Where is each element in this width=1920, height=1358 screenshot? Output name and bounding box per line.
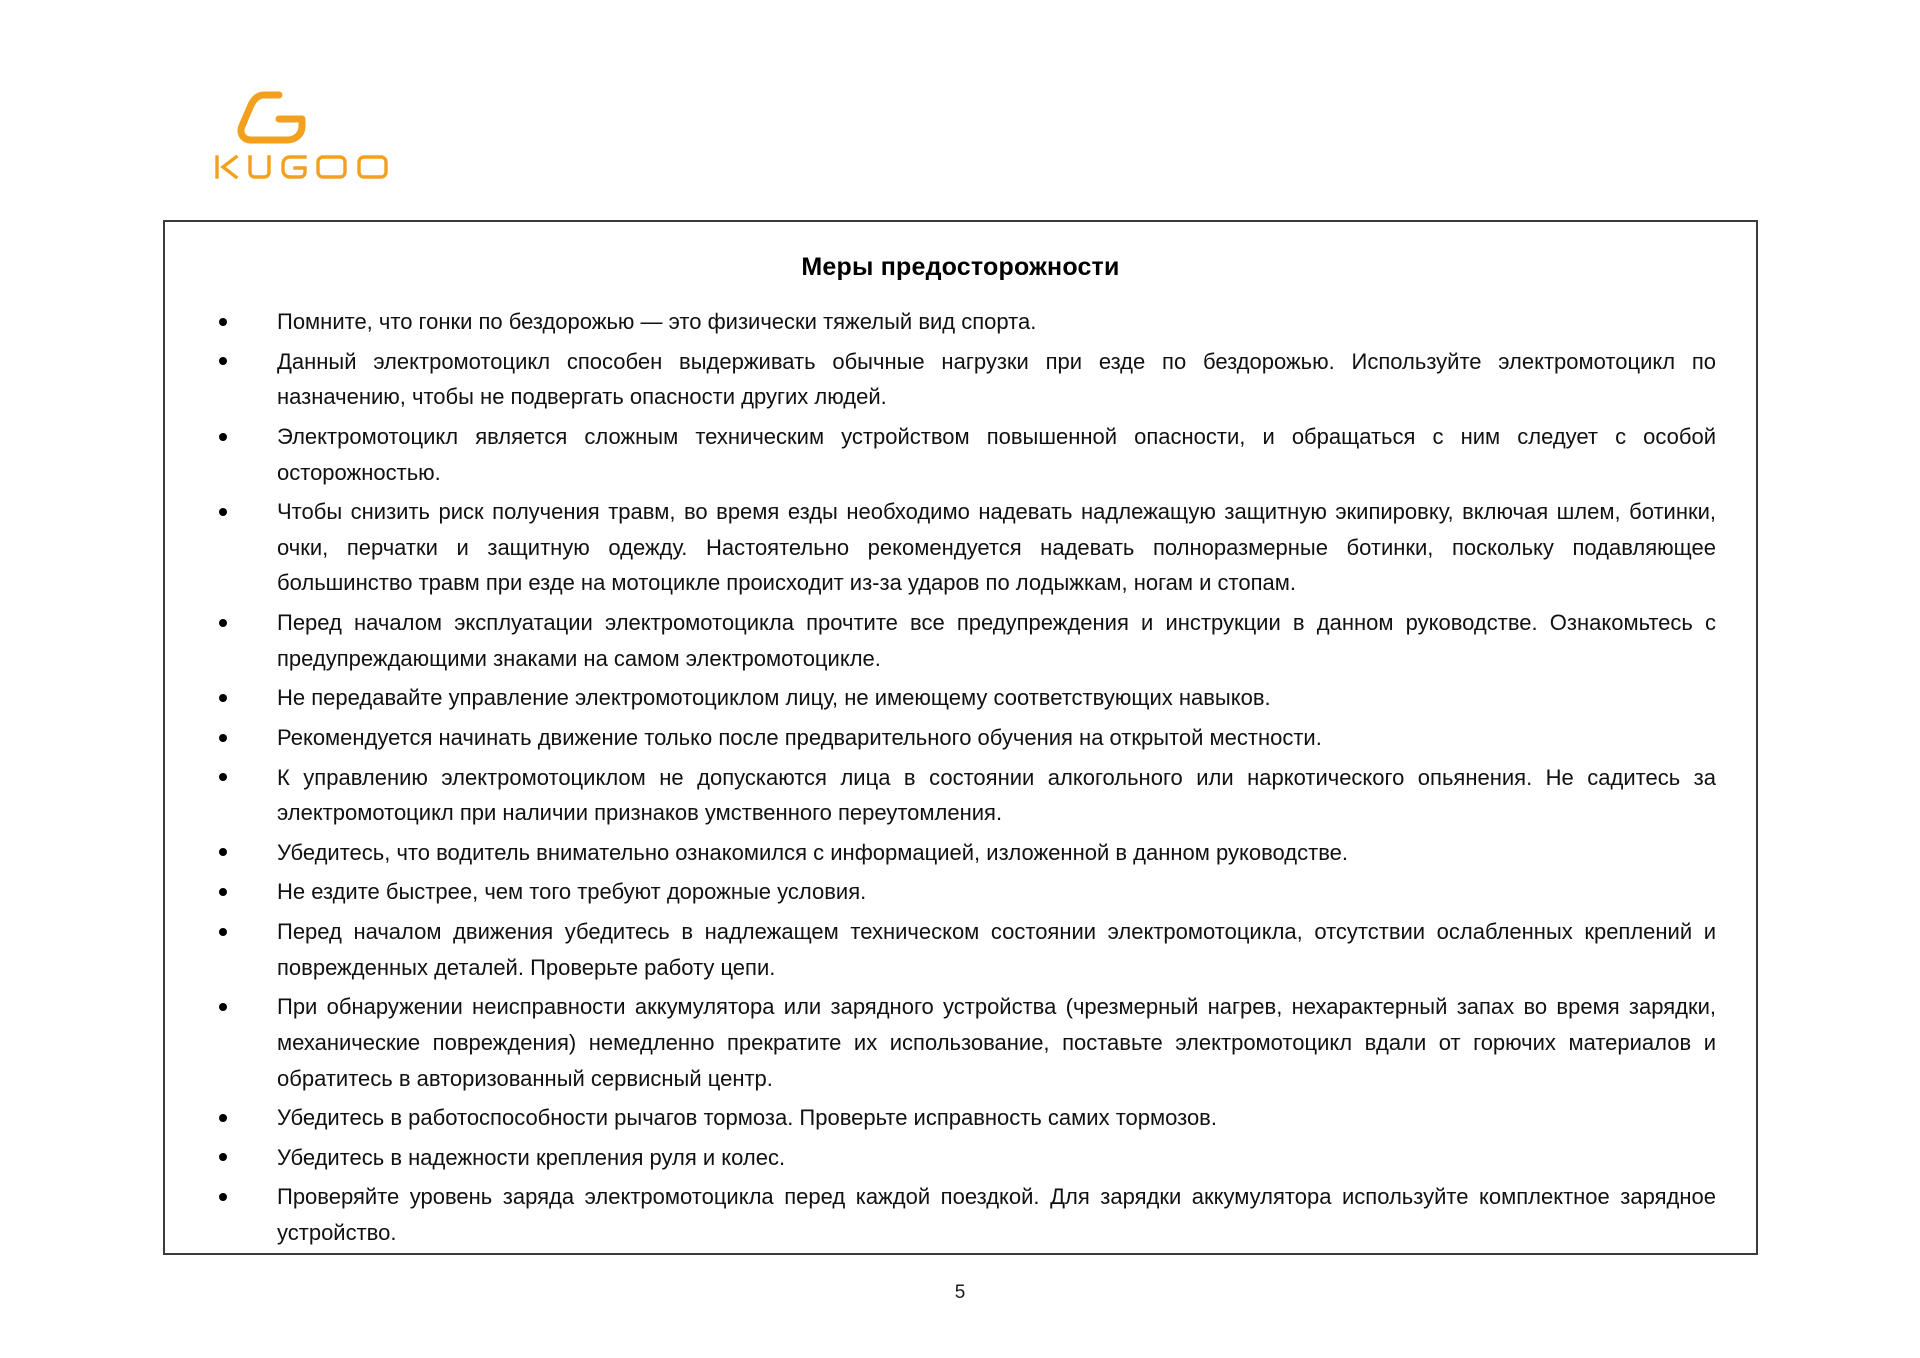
list-item xyxy=(207,1140,1716,1176)
bullet-dot-icon xyxy=(219,694,227,702)
list-item-text: Перед началом движения убедитесь в надлежащем техническом состоянии электромотоцикла, отсутствии ослабленных креплений и поврежденных деталей. Проверьте работу цепи. xyxy=(277,919,1716,980)
list-item-text: К управлению электромотоциклом не допускаются лица в состоянии алкогольного или наркотического опьянения. Не садитесь за электромотоцикл при наличии признаков умственного переутомления. xyxy=(277,764,1716,826)
bullet-dot-icon xyxy=(219,508,227,516)
list-item-text: Не передавайте управление электромотоциклом лицу, не имеющему соответствующих навыков. xyxy=(277,685,1271,711)
list-item-text: Проверяйте уровень заряда электромотоцикла перед каждой поездкой. Для зарядки аккумулятора используйте комплектное зарядное устройство. xyxy=(277,1184,1716,1245)
list-item xyxy=(207,1100,1716,1136)
brand-logo xyxy=(212,88,472,182)
bullet-dot-icon xyxy=(219,773,227,781)
bullet-dot-icon xyxy=(219,1153,227,1161)
bullet-dot-icon xyxy=(219,734,227,742)
list-item-text: Перед началом эксплуатации электромотоцикла прочтите все предупреждения и инструкции в данном руководстве. Ознакомьтесь с предупреждающими знаками на самом электромотоцикле. xyxy=(277,610,1716,671)
bullet-dot-icon xyxy=(219,1193,227,1201)
bullet-dot-icon xyxy=(219,619,227,627)
list-item xyxy=(207,494,1716,601)
list-item xyxy=(207,720,1716,756)
page-title: Меры предосторожности xyxy=(801,253,1120,281)
list-item xyxy=(207,1179,1716,1250)
list-item xyxy=(207,680,1716,716)
list-item-text: Не ездите быстрее, чем того требуют дорожные условия. xyxy=(277,879,867,905)
bullet-dot-icon xyxy=(219,1003,227,1011)
list-item-text: Чтобы снизить риск получения травм, во время езды необходимо надевать надлежащую защитную экипировку, включая шлем, ботинки, очки, перчатки и защитную одежду. Настоятельно рекомендуется надевать полноразмерные ботинки, поскольку подавляющее большинство травм при езде на мотоцикле происходит из-за ударов по лодыжкам, ногам и стопам. xyxy=(277,499,1716,596)
list-item xyxy=(207,835,1716,871)
list-item xyxy=(207,419,1716,490)
list-item-text: Рекомендуется начинать движение только после предварительного обучения на открытой местности. xyxy=(277,724,1322,750)
list-item xyxy=(207,304,1716,340)
list-item-text: Электромотоцикл является сложным техническим устройством повышенной опасности, и обращаться с ним следует с особой осторожностью. xyxy=(277,423,1716,485)
kugoo-wordmark-icon xyxy=(212,152,397,182)
list-item xyxy=(207,914,1716,985)
precautions-box xyxy=(163,220,1758,1255)
bullet-dot-icon xyxy=(219,433,227,441)
list-item-text: Помните, что гонки по бездорожью — это физически тяжелый вид спорта. xyxy=(277,309,1037,334)
bullet-dot-icon xyxy=(219,848,227,856)
list-item xyxy=(207,874,1716,910)
list-item xyxy=(207,344,1716,415)
list-item-text: При обнаружении неисправности аккумулятора или зарядного устройства (чрезмерный нагрев, нехарактерный запах во время зарядки, механические повреждения) немедленно прекратите их использование, поставьте электромотоцикл вдали от горючих материалов и обратитесь в авторизованный сервисный центр. xyxy=(277,994,1716,1091)
bullet-dot-icon xyxy=(219,888,227,896)
list-item-text: Данный электромотоцикл способен выдерживать обычные нагрузки при езде по бездорожью. Используйте электромотоцикл по назначению, чтобы не подвергать опасности других людей. xyxy=(277,348,1716,410)
precautions-list xyxy=(165,304,1756,1251)
list-item xyxy=(207,605,1716,676)
bullet-dot-icon xyxy=(219,928,227,936)
page-number: 5 xyxy=(954,1282,966,1303)
list-item-text: Убедитесь в работоспособности рычагов тормоза. Проверьте исправность самих тормозов. xyxy=(277,1105,1217,1131)
bullet-dot-icon xyxy=(219,1114,227,1122)
list-item-text: Убедитесь в надежности крепления руля и колес. xyxy=(277,1144,786,1170)
bullet-dot-icon xyxy=(219,357,227,365)
kugoo-g-logo-icon xyxy=(234,88,312,150)
list-item xyxy=(207,989,1716,1096)
list-item-text: Убедитесь, что водитель внимательно ознакомился с информацией, изложенной в данном руководстве. xyxy=(277,839,1348,865)
list-item xyxy=(207,760,1716,831)
bullet-dot-icon xyxy=(219,318,227,326)
